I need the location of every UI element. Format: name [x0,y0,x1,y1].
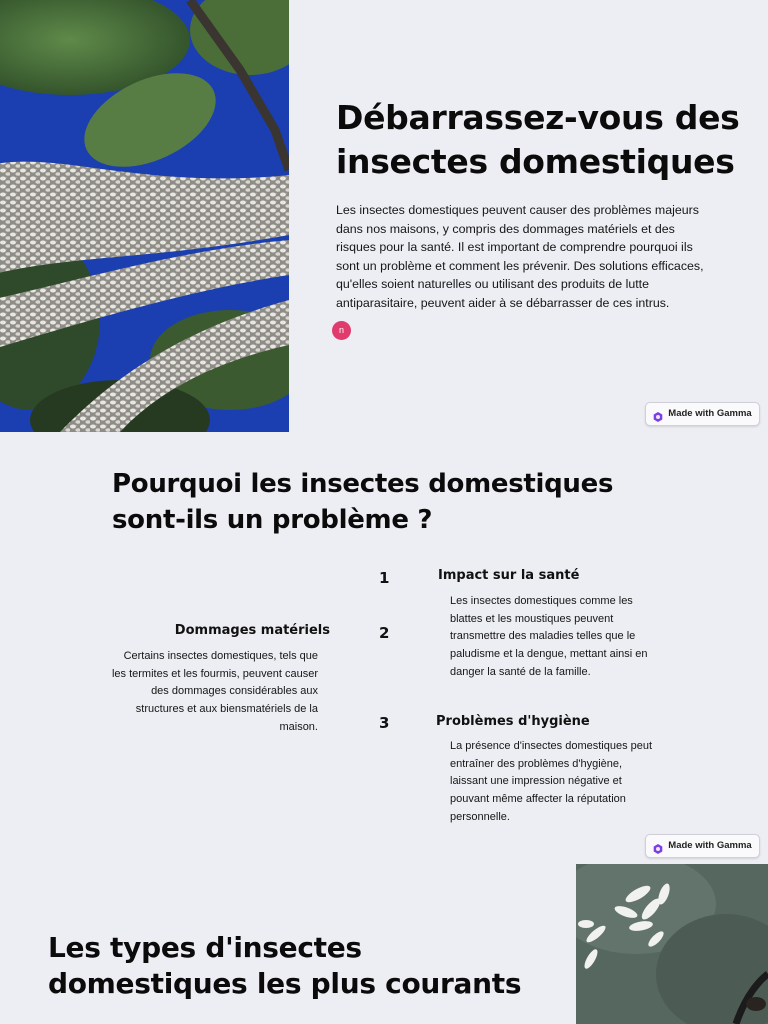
step-title-damage: Dommages matériels [174,623,330,638]
slide1-title: Débarrassez-vous des insectes domestiques [336,98,740,181]
gamma-logo-icon [653,409,663,419]
slide1-body-text: Les insectes domestiques peuvent causer des problèmes majeurs dans nos maisons, y compris des dommages matériels et des risques pour la santé. Il est important de comprendre pourquoi ils sont un problème et comment les prévenir. Des solutions efficaces, qu'elles soient naturelles ou utilisant des produits de lutte antiparasitaire, peuvent aider à se débarrasser de ces intrus. [336,203,704,310]
termites-photo [576,864,768,1024]
author-avatar[interactable]: n [332,321,351,340]
mealybug-branch-photo [0,0,289,432]
step-number-3: 3 [379,714,390,732]
step-text-hygiene: La présence d'insectes domestiques peut entraîner des problèmes d'hygiène, laissant une impression négative et pouvant même affecter la réputation personnelle. [450,740,653,823]
made-with-gamma-badge[interactable] [645,834,760,858]
step-title-hygiene: Problèmes d'hygiène [436,714,590,729]
slide-common-types [0,864,768,1024]
step-title-health: Impact sur la santé [438,568,580,583]
slide-intro [0,0,768,432]
made-with-gamma-badge[interactable] [645,402,760,426]
step-number-1: 1 [379,569,390,587]
badge-label: Made with Gamma [668,408,752,419]
step-text-damage: Certains insectes domestiques, tels que les termites et les fourmis, peuvent causer des dommages considérables aux structures et aux biensmatériels de la maison. [111,650,318,733]
slide2-title: Pourquoi les insectes domestiques sont-ils un problème ? [112,469,614,535]
badge-label: Made with Gamma [668,840,752,851]
slide-why-problem [0,432,768,864]
step-text-health: Les insectes domestiques comme les blattes et les moustiques peuvent transmettre des maladies telles que le paludisme et la dengue, mettant ainsi en danger la santé de la famille. [450,595,648,678]
gamma-logo-icon [653,841,663,851]
step-number-2: 2 [379,624,390,642]
slide3-title: Les types d'insectes domestiques les plus courants [48,931,522,1000]
